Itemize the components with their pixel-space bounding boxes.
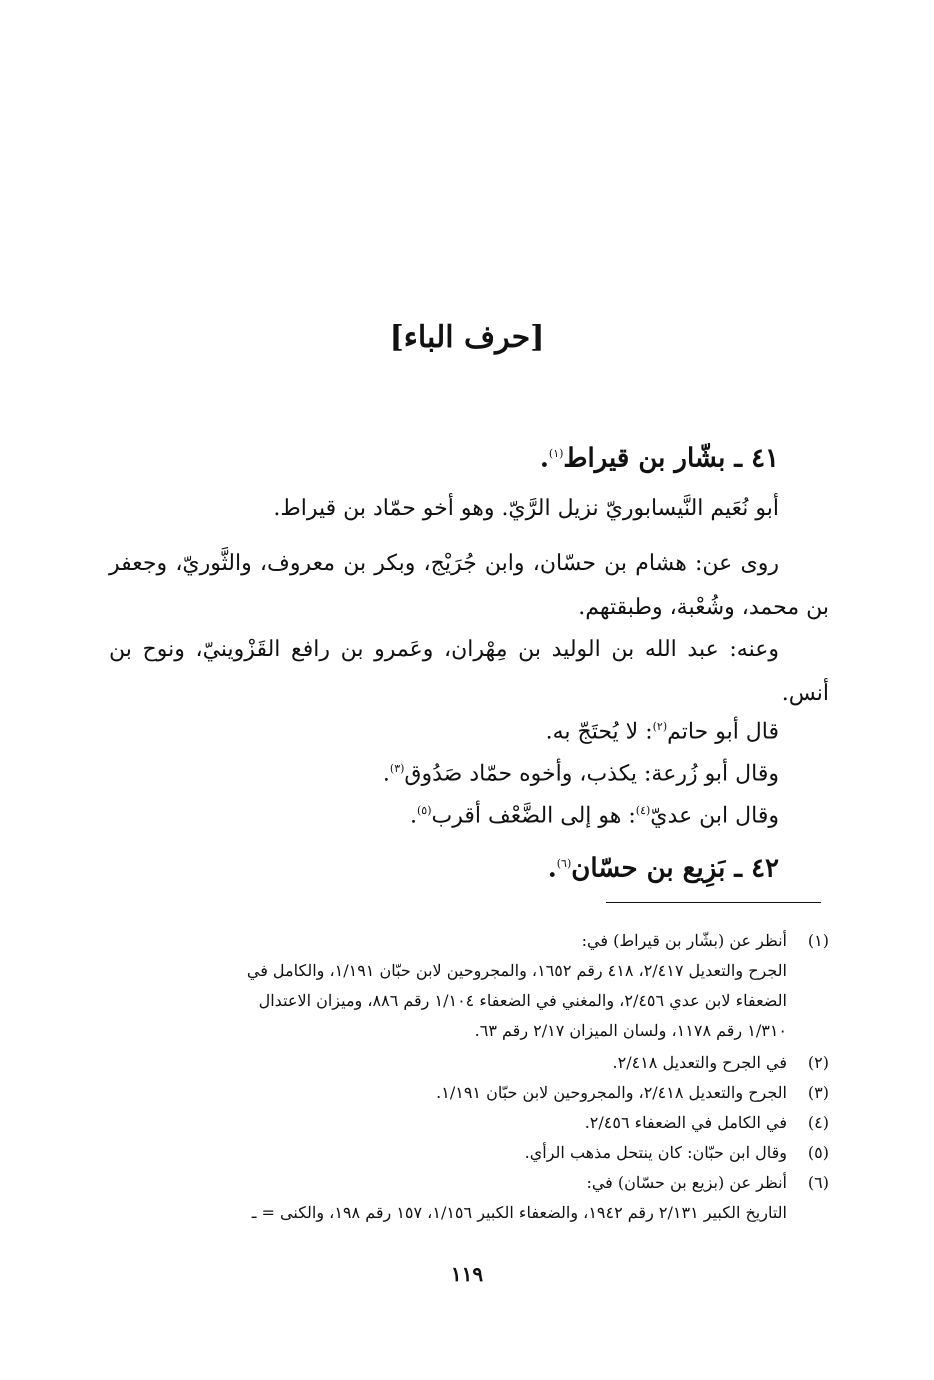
saying-text: : هو إلى الضَّعْف أقرب [431,803,636,829]
page-number: ١١٩ [450,1262,484,1286]
footnote-line: الضعفاء لابن عدي ٢/٤٥٦، والمغني في الضعفاء ١/١٠٤ رقم ٨٨٦، وميزان الاعتدال [258,991,787,1010]
footnote-ref: (٤) [635,804,651,817]
footnote-number: (١) [807,931,829,950]
footnote-text [109,1108,787,1138]
saying-text: وقال ابن عديّ [650,803,779,829]
footnote-ref: (٣) [389,762,405,775]
footnote-line: في الجرح والتعديل ٢/٤١٨. [612,1053,787,1072]
section-title: [حرف الباء] [389,320,545,355]
footnote-text [109,1168,787,1228]
footnote-number: (٤) [807,1113,829,1132]
narrated-by-paragraph: وعنه: عبد الله بن الوليد بن مِهْران، وعَمرو بن رافع القَزْوينيّ، ونوح بن أنس. [109,637,829,706]
footnote [109,1078,829,1108]
saying-line [383,752,779,791]
footnote-text [109,1078,787,1108]
footnote-number: (٣) [807,1083,829,1102]
footnote [109,1108,829,1138]
footnote-text [109,1138,787,1168]
footnote-line: الجرح والتعديل ٢/٤١٨، والمجروحين لابن حبّان ١/١٩١. [436,1083,787,1102]
narrated-from-paragraph: روى عن: هشام بن حسّان، وابن جُرَيْج، وبكر بن معروف، والثَّوريّ، وجعفر بن محمد، وشُعْبة، وطبقتهم. [109,551,829,620]
entry-heading-text: ٤٢ ـ بَزِيع بن حسّان [571,853,779,884]
footnote-ref: (١) [548,447,564,460]
footnote-line: أنظر عن (بشّار بن قيراط) في: [581,931,787,950]
footnote [109,926,829,1046]
saying-line [410,794,779,833]
footnote-number: (٦) [807,1173,829,1192]
footnote-line: أنظر عن (بزيع بن حسّان) في: [586,1173,787,1192]
footnote-line: الجرح والتعديل ٢/٤١٧، ٤١٨ رقم ١٦٥٢، والمجروحين لابن حبّان ١/١٩١، والكامل في [246,961,787,980]
entry-heading-end: . [547,853,557,884]
kunya-line: أبو نُعَيم النَّيسابوريّ نزيل الرَّيّ. وهو أخو حمّاد بن قيراط. [273,496,779,521]
footnote-separator [606,902,821,903]
footnote-line: التاريخ الكبير ٢/١٣١ رقم ١٩٤٢، والضعفاء الكبير ١/١٥٦، ١٥٧ رقم ١٩٨، والكنى = ـ [251,1203,787,1222]
entry-heading [548,846,779,887]
saying-text: : لا يُحتَجّ به. [545,719,653,745]
footnote-number: (٢) [807,1053,829,1072]
entry-heading [540,436,779,477]
footnote-text [109,1048,787,1078]
footnote-line: وقال ابن حبّان: كان ينتحل مذهب الرأي. [524,1143,787,1162]
saying-text: قال أبو حاتم [667,719,779,745]
footnote-line: ١/٣١٠ رقم ١١٧٨، ولسان الميزان ٢/١٧ رقم ٦٣. [474,1021,787,1040]
footnote-number: (٥) [807,1143,829,1162]
saying-line [546,710,779,749]
footnote-ref: (٥) [417,804,432,817]
saying-text: . [410,803,417,829]
saying-text: . [382,761,390,787]
footnote-line: في الكامل في الضعفاء ٢/٤٥٦. [584,1113,787,1132]
entry-heading-end: . [539,443,549,474]
saying-text: وقال أبو زُرعة: يكذب، وأخوه حمّاد صَدُوق [404,761,779,787]
footnote [109,1048,829,1078]
entry-heading-text: ٤١ ـ بشّار بن قيراط [563,443,779,474]
footnote-text [109,926,787,1046]
footnote [109,1168,829,1228]
footnote [109,1138,829,1168]
footnote-ref: (٢) [652,720,668,733]
footnote-ref: (٦) [556,857,572,870]
